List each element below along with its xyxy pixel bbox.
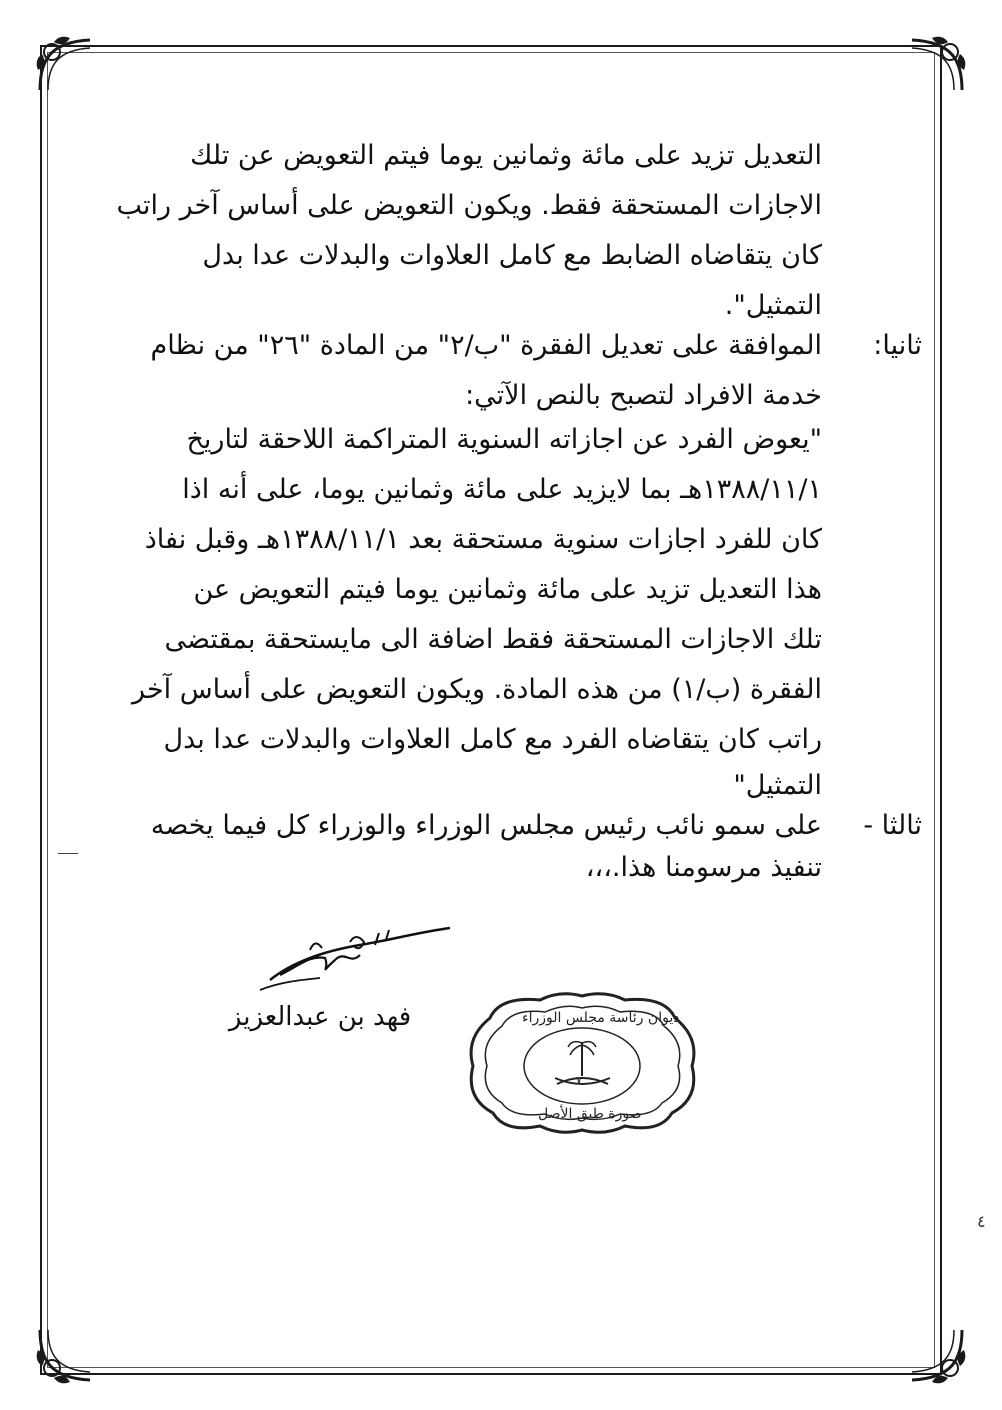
corner-ornament-icon xyxy=(902,30,972,100)
corner-ornament-icon xyxy=(902,1320,972,1390)
seal-emblem-number: ٧ xyxy=(576,1074,582,1087)
text-line: تلك الاجازات المستحقة فقط اضافة الى مايستحقة بمقتضى xyxy=(164,624,822,655)
text-line: ١٣٨٨/١١/١هـ بما لايزيد على مائة وثمانين يوما، على أنه اذا xyxy=(182,474,822,505)
text-line: تنفيذ مرسومنا هذا.،،، xyxy=(585,852,822,883)
official-seal xyxy=(460,988,705,1138)
text-line: على سمو نائب رئيس مجلس الوزراء والوزراء كل فيما يخصه xyxy=(150,810,822,841)
page-margin-mark: ٤ xyxy=(977,1212,986,1231)
text-line: الفقرة (ب/١) من هذه المادة. ويكون التعويض على أساس آخر xyxy=(132,674,822,705)
text-line: كان للفرد اجازات سنوية مستحقة بعد ١٣٨٨/١١/١هـ وقبل نفاذ xyxy=(144,524,822,555)
seal-bottom-text: صورة طبق الأصل xyxy=(538,1106,642,1122)
clause-label-third: ثالثا - xyxy=(863,810,922,841)
text-line: الاجازات المستحقة فقط. ويكون التعويض على أساس آخر راتب xyxy=(116,190,822,221)
text-line: راتب كان يتقاضاه الفرد مع كامل العلاوات والبدلات عدا بدل xyxy=(163,724,822,755)
clause-label-second: ثانيا: xyxy=(873,330,922,361)
text-line: التمثيل" xyxy=(733,770,822,801)
text-line: التمثيل". xyxy=(724,290,822,321)
text-line: كان يتقاضاه الضابط مع كامل العلاوات والبدلات عدا بدل xyxy=(202,240,822,271)
seal-top-text: ديوان رئاسة مجلس الوزراء xyxy=(522,1010,680,1026)
corner-ornament-icon xyxy=(30,30,100,100)
text-line: خدمة الافراد لتصبح بالنص الآتي: xyxy=(465,380,822,411)
text-line: "يعوض الفرد عن اجازاته السنوية المتراكمة اللاحقة لتاريخ xyxy=(186,424,822,455)
margin-dash xyxy=(58,853,78,854)
text-line: هذا التعديل تزيد على مائة وثمانين يوما فيتم التعويض عن xyxy=(193,574,822,605)
text-line: التعديل تزيد على مائة وثمانين يوما فيتم التعويض عن تلك xyxy=(190,140,822,171)
signatory-name: فهد بن عبدالعزيز xyxy=(228,1002,412,1032)
corner-ornament-icon xyxy=(30,1320,100,1390)
text-line: الموافقة على تعديل الفقرة "ب/٢" من المادة "٢٦" من نظام xyxy=(150,330,822,361)
